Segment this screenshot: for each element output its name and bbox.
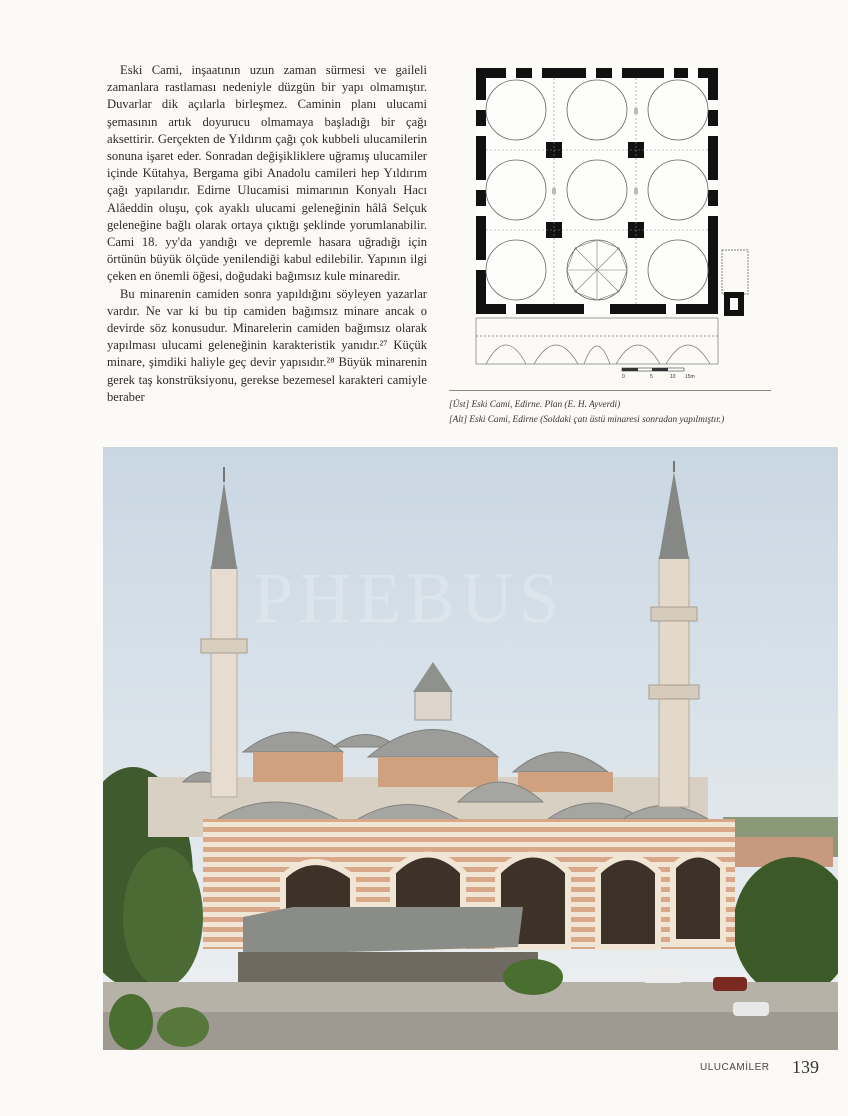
mosque-photograph (103, 447, 838, 1050)
caption-rule (449, 390, 771, 391)
caption-bottom: [Alt] Eski Cami, Edirne (Soldaki çatı üstü minaresi sonradan yapılmıştır.) (449, 415, 725, 425)
page-number: 139 (792, 1057, 819, 1077)
scale-label-10: 10 (670, 374, 676, 380)
photo-watermark: PHEBUS (253, 558, 566, 638)
scale-bar (622, 368, 695, 380)
scale-label-0: 0 (622, 374, 625, 380)
paragraph-1: Eski Cami, inşaatının uzun zaman sürmesi ve gaileli zamanlara rastlaması nedeniyle düzgün bir yapı olmamıştır. Duvarlar dik açılarla birleşmez. Caminin planı ulucami şemasının artık doyurucu olmamaya başladığı bir çağı aksettirir. Gerçekten de Yıldırım çağı çok kubbeli ulucamilerin sonuna işaret eder. Sonradan değişikliklere uğramış ulucamiler içinde Kütahya, Bergama gibi Anadolu camileri hep Yıldırım çağı yapılarıdır. Edirne Ulucamisi mimarının Konyalı Hacı Alâeddin oluşu, çok ayaklı ulucami geleneğinin hâlâ Selçuk geleneğine bağlı olarak ortaya çıktığı şeklinde yorumlanabilir. Cami 18. yy'da yandığı ve depremle hasara uğradığı için örtünün büyük ölçüde yenilendiği kabul edilebilir. Yapının ilgi çeken en önemli öğesi, doğudaki bağımsız kule minaredir. (107, 63, 427, 284)
section-label: ULUCAMİLER (700, 1062, 770, 1073)
scale-label-5: 5 (650, 374, 653, 380)
scale-label-15m: 15m (685, 374, 695, 380)
mosque-floor-plan (466, 64, 766, 380)
paragraph-2: Bu minarenin camiden sonra yapıldığını söyleyen yazarlar vardır. Ne var ki bu tip camiden bağımsız minare ancak o devirde söz konusudur. Minarelerin camiden bağımsız olarak yapılması ulucami geleneğinin karakteristik yanıdır.²⁷ Küçük minare, şimdiki haliyle geç devir yapısıdır.²⁸ Büyük minarenin gerek taş konstrüksiyonu, gerekse bezemesel karakteri camiyle beraber (107, 286, 427, 404)
caption-top: [Üst] Eski Cami, Edirne. Plan (E. H. Ayverdi) (449, 400, 621, 410)
figure-captions (449, 398, 789, 428)
body-text-column (107, 62, 427, 406)
